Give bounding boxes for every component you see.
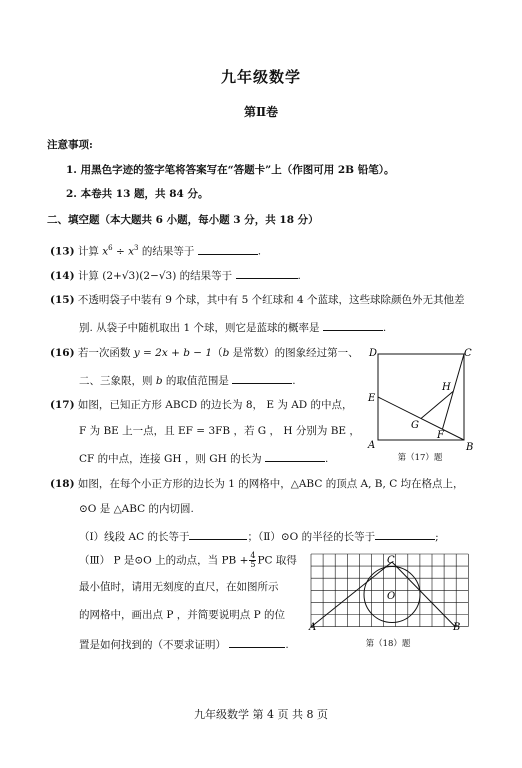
section-heading: 二、填空题（本大题共 6 小题，每小题 3 分，共 18 分） xyxy=(47,214,319,226)
label-c: C xyxy=(464,348,472,359)
square-abcd xyxy=(378,354,464,440)
question-text: 别. 从袋子中随机取出 1 个球，则它是蓝球的概率是 xyxy=(79,322,320,334)
label-h: H xyxy=(442,382,451,393)
question-text: 如图，在每个小正方形的边长为 1 的网格中，△ABC 的顶点 A, B, C 均在格点上， xyxy=(77,478,464,490)
question-text: 最小值时，请用无刻度的直尺，在如图所示 xyxy=(79,581,279,593)
question-14 xyxy=(50,267,301,283)
label-b: B xyxy=(466,442,474,453)
math-var: b xyxy=(222,347,230,359)
label-f: F xyxy=(437,430,444,441)
question-text: 的网格中，画出点 P ，并简要说明点 P 的位 xyxy=(79,609,285,621)
question-15-line-2 xyxy=(79,319,386,335)
question-number: (16) xyxy=(50,347,75,359)
question-text: 计算 xyxy=(77,270,103,282)
question-text: 如图，已知正方形 ABCD 的边长为 8， E 为 AD 的中点， xyxy=(77,399,353,411)
answer-blank[interactable] xyxy=(198,243,258,255)
punctuation: . xyxy=(382,322,387,334)
question-number: (14) xyxy=(50,270,75,282)
punctuation: . xyxy=(257,245,262,258)
math-var: b xyxy=(155,375,163,387)
segment-bc xyxy=(392,562,456,627)
page-footer: 九年级数学 第 4 页 共 8 页 xyxy=(194,708,328,721)
math-expression: (2+√3)(2−√3) xyxy=(102,270,177,282)
figure-17-caption: 第（17）题 xyxy=(397,453,443,463)
question-18-line-b xyxy=(79,580,279,594)
question-text: 的结果等于 xyxy=(176,270,233,282)
notice-item-2 xyxy=(66,187,208,201)
notice-item-num: 2. xyxy=(66,188,77,200)
math-expression: y = 2x + b − 1 xyxy=(133,347,213,359)
fraction-denominator: 5 xyxy=(250,560,256,569)
answer-blank-ac[interactable] xyxy=(189,528,247,540)
question-16-line-2 xyxy=(79,372,296,388)
question-text: 置是如何找到的（不要求证明） xyxy=(79,639,226,651)
math-var: x xyxy=(102,245,109,258)
page-title: 九年级数学 xyxy=(220,68,301,86)
question-18-part-1-2 xyxy=(79,528,439,544)
question-18-line-1 xyxy=(50,477,464,491)
notice-item-num: 1. xyxy=(66,164,77,176)
question-text: 的结果等于 xyxy=(138,245,195,258)
answer-blank[interactable] xyxy=(265,450,325,462)
question-text: 若一次函数 xyxy=(77,347,134,359)
label-a: A xyxy=(368,440,376,451)
answer-blank[interactable] xyxy=(229,636,285,648)
notice-item-text: 用黑色字迹的签字笔将答案写在“答题卡”上（作图可用 2B 铅笔）。 xyxy=(80,164,395,176)
figure-18 xyxy=(300,551,476,635)
notice-item-1 xyxy=(66,163,394,177)
question-text: CF 的中点，连接 GH ，则 GH 的长为 xyxy=(79,453,262,465)
math-exponent: 3 xyxy=(134,244,139,252)
segment-gh xyxy=(421,392,453,419)
answer-blank[interactable] xyxy=(236,267,298,279)
question-text: F 为 BE 上一点，且 EF = 3FB ，若 G ， H 分别为 BE ， xyxy=(79,425,360,437)
question-text: PC 取得 xyxy=(257,554,297,567)
punctuation: . xyxy=(292,375,296,387)
question-13 xyxy=(50,241,261,259)
label-g: G xyxy=(411,420,419,431)
answer-blank[interactable] xyxy=(232,372,292,384)
punctuation: ; xyxy=(435,531,439,543)
question-text: 是常数）的图象经过第一、 xyxy=(229,347,359,359)
punctuation: . xyxy=(285,639,289,651)
question-18-line-c xyxy=(79,608,285,622)
question-text: ⊙O 是 △ABC 的内切圆. xyxy=(79,503,194,515)
question-17-line-2 xyxy=(79,424,360,438)
question-text: 的取值范围是 xyxy=(162,375,229,387)
math-exponent: 6 xyxy=(108,244,113,252)
volume-label: 第Ⅱ卷 xyxy=(243,105,279,119)
question-text: 不透明袋子中装有 9 个球，其中有 5 个红球和 4 个蓝球，这些球除颜色外无其他差 xyxy=(77,294,465,306)
question-text: （Ⅲ） P 是⊙O 上的动点，当 PB + xyxy=(79,554,249,567)
fraction-numerator: 4 xyxy=(250,551,256,560)
fraction xyxy=(249,552,256,569)
punctuation: . xyxy=(297,270,301,282)
question-17-line-1 xyxy=(50,398,353,412)
question-text: 计算 xyxy=(77,245,103,258)
question-text: ；（Ⅱ）⊙O 的半径的长等于 xyxy=(247,531,376,543)
question-15-line-1 xyxy=(50,293,464,307)
figure-17 xyxy=(364,346,476,464)
notice-heading: 注意事项: xyxy=(47,139,93,151)
label-c: C xyxy=(387,555,395,566)
label-b: B xyxy=(453,622,461,633)
label-o: O xyxy=(387,591,396,602)
question-17-line-3 xyxy=(79,450,328,466)
punctuation: . xyxy=(324,453,329,465)
answer-blank[interactable] xyxy=(323,319,383,331)
answer-blank-radius[interactable] xyxy=(375,528,435,540)
question-18-part-3 xyxy=(79,552,297,569)
question-number: (15) xyxy=(50,294,75,306)
question-18-line-d xyxy=(79,636,289,652)
math-op: ÷ xyxy=(112,245,129,258)
label-d: D xyxy=(369,348,378,359)
question-18-line-2 xyxy=(79,502,194,516)
question-text: （ xyxy=(212,347,223,359)
question-number: (18) xyxy=(50,478,75,490)
notice-item-text: 本卷共 13 题，共 84 分。 xyxy=(80,188,209,200)
label-e: E xyxy=(368,393,376,404)
question-number: (13) xyxy=(50,245,75,258)
label-a: A xyxy=(309,622,317,633)
math-var: x xyxy=(128,245,135,258)
question-text: （Ⅰ）线段 AC 的长等于 xyxy=(79,531,190,543)
question-text: 二、三象限，则 xyxy=(79,375,156,387)
question-16-line-1 xyxy=(50,346,359,360)
question-number: (17) xyxy=(50,399,75,411)
figure-18-caption: 第（18）题 xyxy=(365,639,411,649)
